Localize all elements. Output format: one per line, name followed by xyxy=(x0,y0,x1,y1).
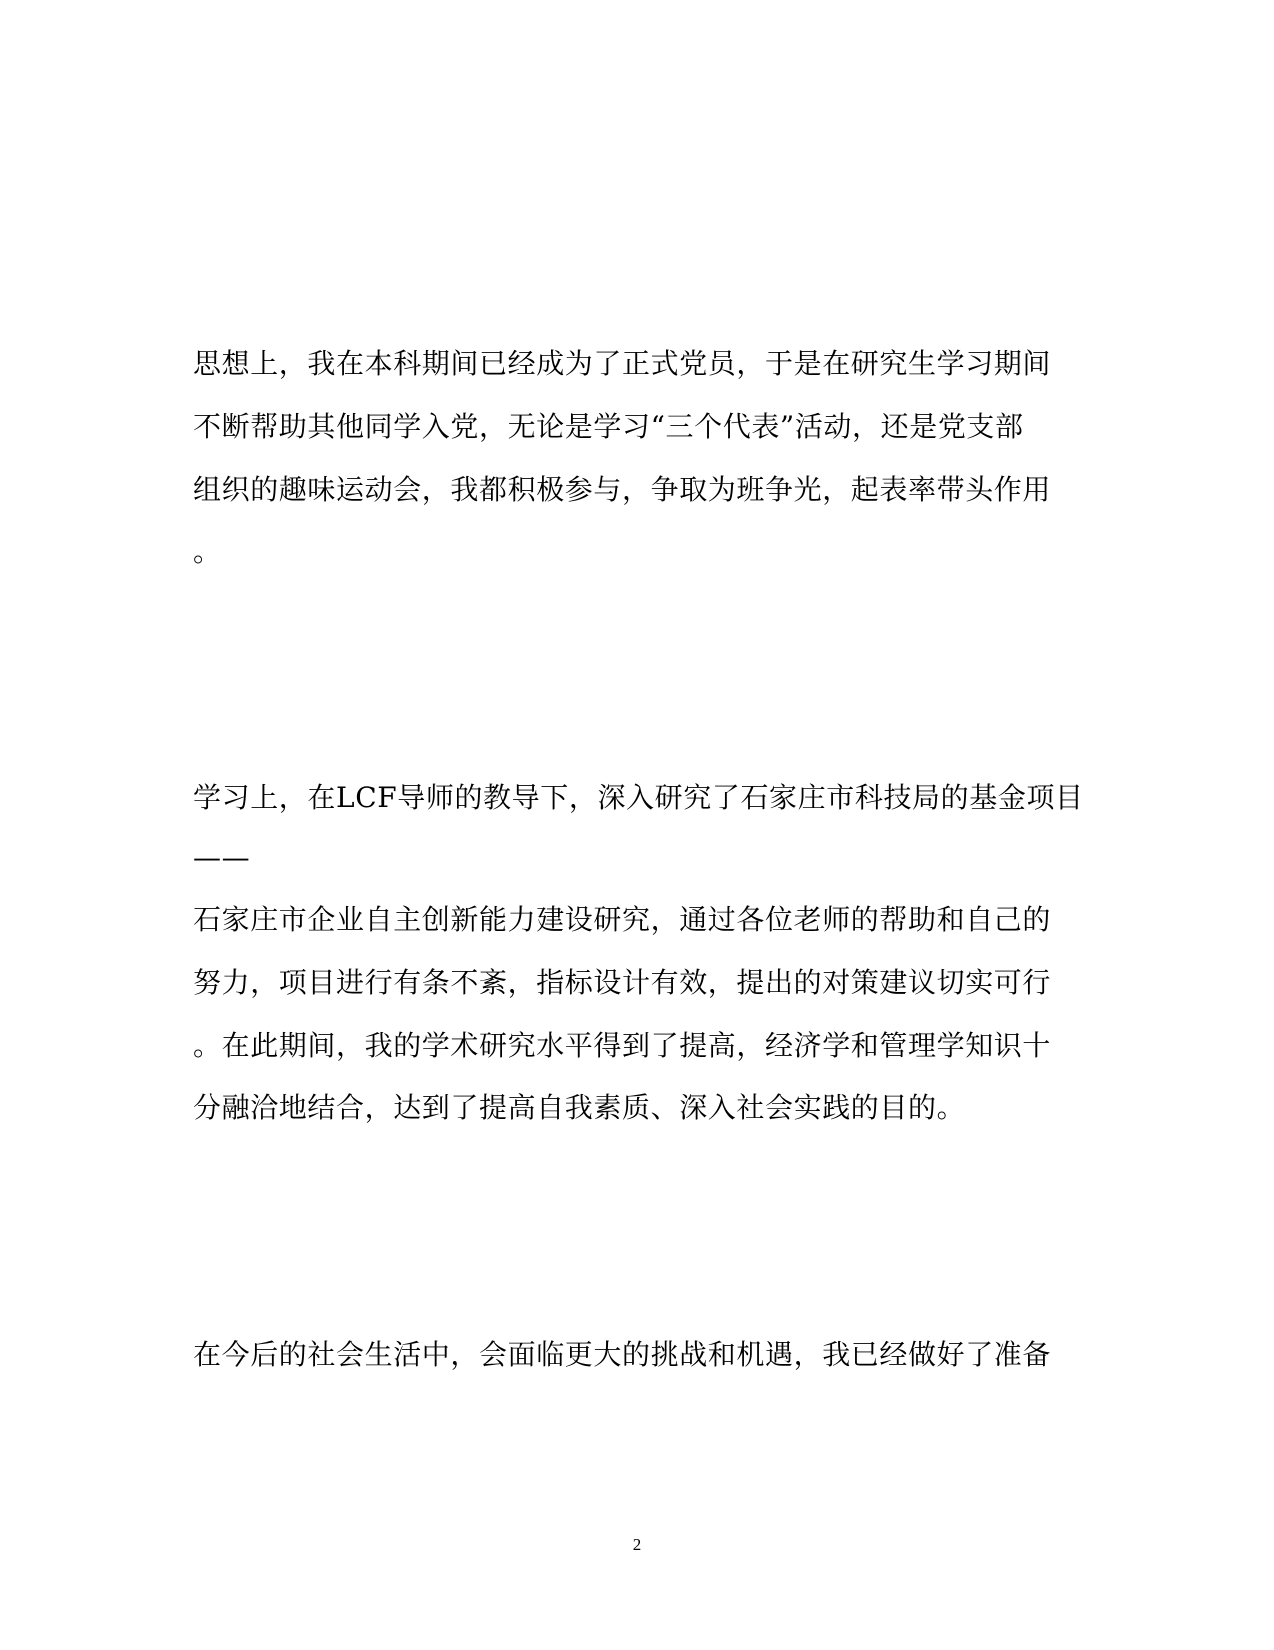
text-line: 。 xyxy=(193,535,222,568)
text-line: 石家庄市企业自主创新能力建设研究，通过各位老师的帮助和自己的 xyxy=(193,903,1052,936)
text-line: 思想上，我在本科期间已经成为了正式党员，于是在研究生学习期间 xyxy=(193,347,1052,380)
text-line: 努力，项目进行有条不紊，指标设计有效，提出的对策建议切实可行 xyxy=(193,966,1052,999)
text-line: 。在此期间，我的学术研究水平得到了提高，经济学和管理学知识十 xyxy=(193,1029,1052,1062)
page-number: 2 xyxy=(632,1535,642,1554)
text-line: —— xyxy=(193,841,251,874)
text-line: 组织的趣味运动会，我都积极参与，争取为班争光，起表率带头作用 xyxy=(193,473,1052,506)
text-line: 学习上，在LCF导师的教导下，深入研究了石家庄市科技局的基金项目 xyxy=(193,781,1084,814)
text-line: 分融洽地结合，达到了提高自我素质、深入社会实践的目的。 xyxy=(193,1091,966,1124)
text-line: 在今后的社会生活中，会面临更大的挑战和机遇，我已经做好了准备 xyxy=(193,1338,1052,1371)
text-line: 不断帮助其他同学入党，无论是学习“三个代表”活动，还是党支部 xyxy=(193,410,1024,443)
